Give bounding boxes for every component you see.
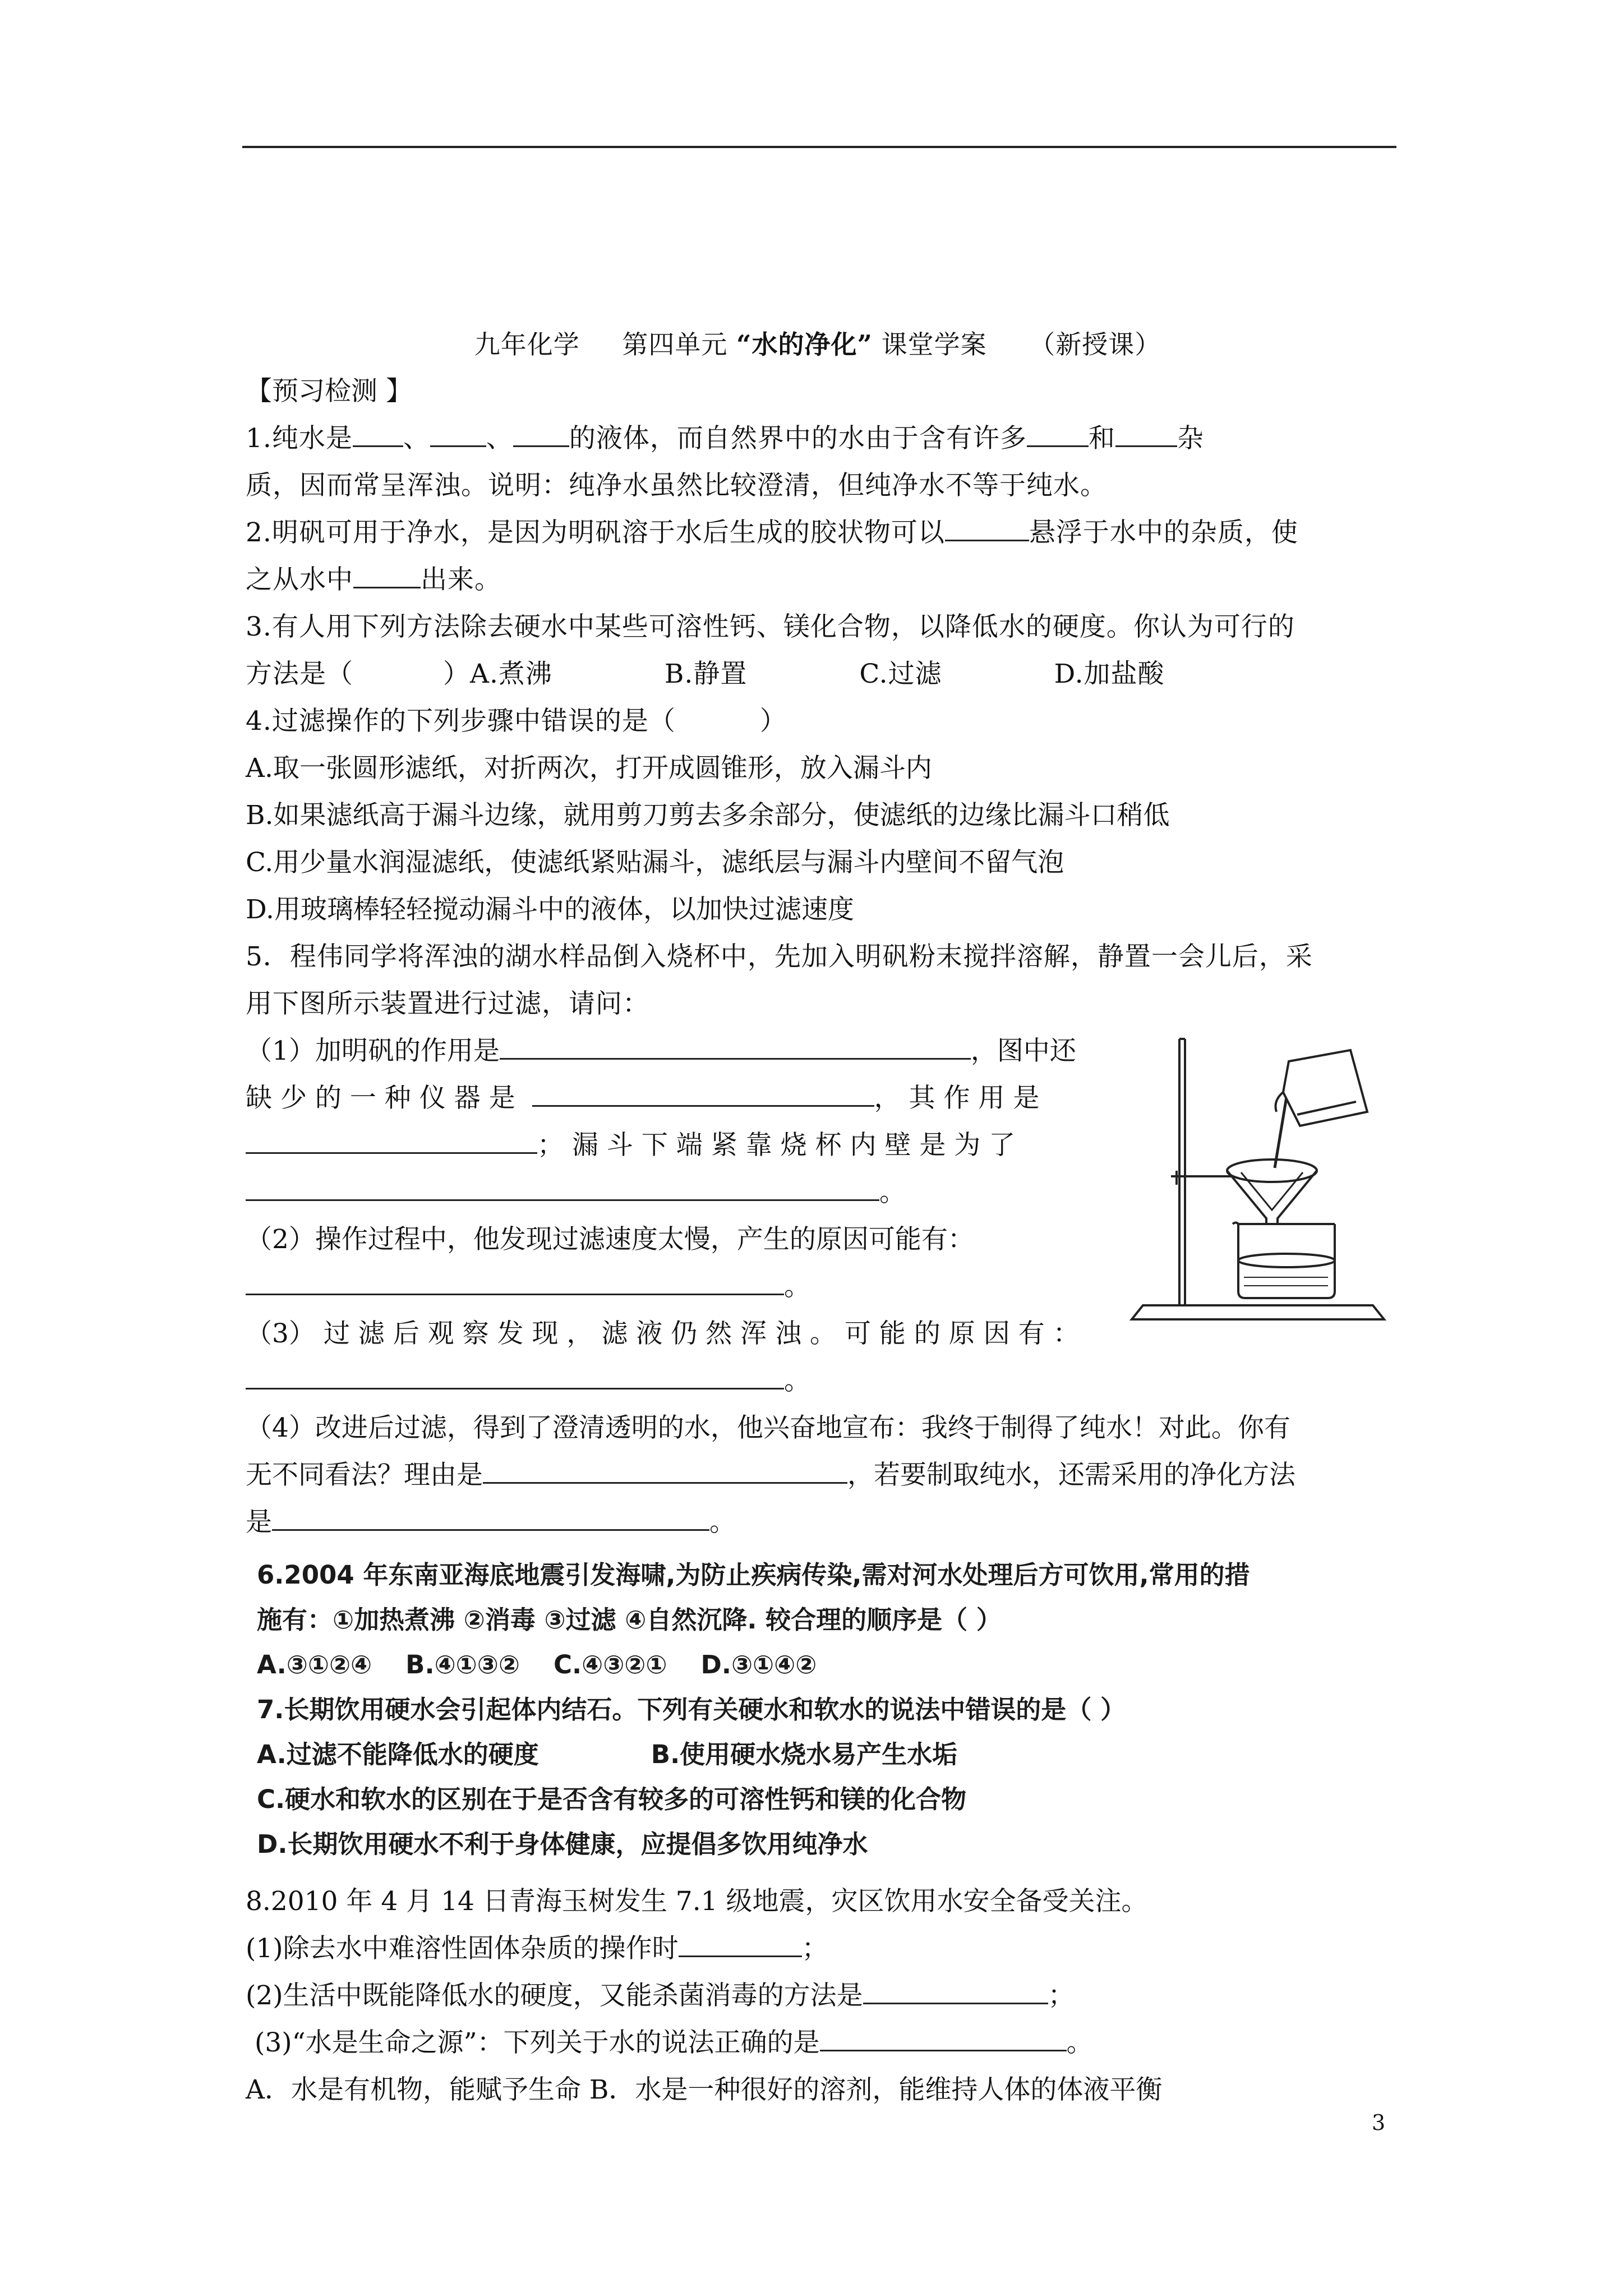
q7-option-c[interactable]: C.硬水和软水的区别在于是否含有较多的可溶性钙和镁的化合物: [257, 1784, 967, 1814]
q2-line-2: 之从水中 出来。: [246, 556, 1390, 604]
worksheet-content: [246, 321, 1390, 2114]
q8-stem: 8.2010 年 4 月 14 日青海玉树发生 7.1 级地震，灾区饮用水安全备受关注。: [246, 1886, 1148, 1917]
q1-blank-2[interactable]: [430, 420, 486, 447]
q5-part-4-line-2: 无不同看法？理由是 ，若要制取纯水，还需采用的净化方法: [246, 1452, 1390, 1499]
q6-option-a[interactable]: A.③①②④: [257, 1650, 372, 1680]
q4-stem: 4.过滤操作的下列步骤中错误的是（ ）: [246, 706, 787, 737]
q5-blank-8[interactable]: [272, 1503, 709, 1531]
q5-blank-1[interactable]: [500, 1032, 971, 1060]
q6-options: [257, 1642, 1390, 1687]
q5-part-4-line-3: 是 。: [246, 1499, 1390, 1546]
q8-blank-2[interactable]: [863, 1977, 1048, 2004]
q1-blank-3[interactable]: [513, 420, 569, 447]
q5-part-3-line-1: （3） 过 滤 后 观 察 发 现 ， 滤 液 仍 然 浑 浊 。 可 能 的 原 因 有 ：: [246, 1318, 1080, 1349]
title-unit: 第四单元: [622, 329, 728, 360]
q5-line-1: 5．程伟同学将浑浊的湖水样品倒入烧杯中，先加入明矾粉末搅拌溶解，静置一会儿后，采: [246, 941, 1313, 972]
q5-part-3-line-2: 。: [246, 1358, 1390, 1405]
q7-options-ab: [257, 1732, 1390, 1777]
q6-line-2: 施有：①加热煮沸 ②消毒 ③过滤 ④自然沉降. 较合理的顺序是（ ）: [257, 1605, 1002, 1635]
q5-part-1-line-4: 。: [246, 1169, 1390, 1216]
q4-option-d[interactable]: D.用玻璃棒轻轻搅动漏斗中的液体，以加快过滤速度: [246, 894, 854, 925]
q3-line-2: 方法是（ ）A.煮沸 B.静置 C.过滤 D.加盐酸: [246, 651, 1390, 698]
q4-option-b[interactable]: B.如果滤纸高于漏斗边缘，就用剪刀剪去多余部分，使滤纸的边缘比漏斗口稍低: [246, 800, 1170, 831]
q1-blank-5[interactable]: [1115, 420, 1177, 447]
q3-option-a[interactable]: ）A.煮沸: [443, 659, 552, 689]
q5-part-2-line-2: 。: [246, 1263, 1390, 1310]
q2-line-1: 2.明矾可用于净水，是因为明矾溶于水后生成的胶状物可以 悬浮于水中的杂质，使: [246, 509, 1390, 556]
q7-option-a[interactable]: A.过滤不能降低水的硬度: [257, 1740, 539, 1769]
q3-option-c[interactable]: C.过滤: [859, 659, 942, 689]
q6-option-c[interactable]: C.④③②①: [553, 1650, 667, 1680]
page-title: [246, 321, 1390, 368]
q8-blank-3[interactable]: [820, 2024, 1067, 2051]
q5-part-4-line-1: （4）改进后过滤，得到了澄清透明的水，他兴奋地宣布：我终于制得了纯水！对此。你有: [246, 1412, 1290, 1443]
q5-blank-3[interactable]: [246, 1126, 537, 1154]
q7-stem: 7.长期饮用硬水会引起体内结石。下列有关硬水和软水的说法中错误的是（ ）: [257, 1695, 1126, 1724]
title-topic: “水的净化”: [736, 329, 873, 360]
q5-part-1-line-2: 缺 少 的 一 种 仪 器 是 ， 其 作 用 是: [246, 1075, 1390, 1122]
q1-blank-4[interactable]: [1027, 420, 1089, 447]
q6-q7-block: [246, 1553, 1390, 1867]
q5-blank-7[interactable]: [483, 1456, 847, 1484]
header-rule: [242, 146, 1396, 148]
q3-line-1: 3.有人用下列方法除去硬水中某些可溶性钙、镁化合物，以降低水的硬度。你认为可行的: [246, 611, 1295, 642]
section-heading: 【预习检测 】: [246, 376, 412, 407]
q1-line-1: 1.纯水是 、 、 的液体，而自然界中的水由于含有许多 和 杂: [246, 415, 1390, 462]
q8-part-3: (3)“水是生命之源”：下列关于水的说法正确的是 。: [246, 2019, 1390, 2067]
filtration-apparatus-figure: [1126, 1028, 1390, 1331]
page-number: 3: [1372, 2110, 1386, 2135]
q8-blank-1[interactable]: [679, 1930, 802, 1957]
q5-blank-5[interactable]: [246, 1268, 784, 1295]
q3-option-d[interactable]: D.加盐酸: [1054, 659, 1165, 689]
q5-blank-4[interactable]: [246, 1174, 879, 1201]
q7-option-d[interactable]: D.长期饮用硬水不利于身体健康，应提倡多饮用纯净水: [257, 1829, 868, 1859]
q6-option-b[interactable]: B.④①③②: [405, 1650, 520, 1680]
title-course: 九年化学: [474, 329, 580, 360]
q1-blank-1[interactable]: [353, 420, 403, 447]
q5-part-2-line-1: （2）操作过程中，他发现过滤速度太慢，产生的原因可能有：: [246, 1224, 974, 1255]
title-type: （新授课）: [1029, 329, 1161, 360]
q2-blank-1[interactable]: [945, 514, 1029, 541]
q4-option-a[interactable]: A.取一张圆形滤纸，对折两次，打开成圆锥形，放入漏斗内: [246, 753, 932, 784]
q6-option-d[interactable]: D.③①④②: [700, 1650, 817, 1680]
q3-option-b[interactable]: B.静置: [664, 659, 748, 689]
q5-line-2: 用下图所示装置进行过滤，请问：: [246, 988, 649, 1019]
q8-options-ab[interactable]: A．水是有机物，能赋予生命 B．水是一种很好的溶剂，能维持人体的体液平衡: [246, 2074, 1163, 2105]
q5-part-1-line-3: ； 漏 斗 下 端 紧 靠 烧 杯 内 壁 是 为 了: [246, 1122, 1390, 1169]
q5-blank-6[interactable]: [246, 1362, 784, 1389]
q6-line-1: 6.2004 年东南亚海底地震引发海啸,为防止疾病传染,需对河水处理后方可饮用,常用的措: [257, 1560, 1250, 1590]
q1-line-2: 质，因而常呈浑浊。说明：纯净水虽然比较澄清，但纯净水不等于纯水。: [246, 470, 1107, 501]
q4-option-c[interactable]: C.用少量水润湿滤纸，使滤纸紧贴漏斗，滤纸层与漏斗内壁间不留气泡: [246, 847, 1064, 878]
q2-blank-2[interactable]: [353, 561, 421, 588]
q7-option-b[interactable]: B.使用硬水烧水易产生水垢: [651, 1740, 958, 1769]
title-kind: 课堂学案: [881, 329, 987, 360]
q5-part-1-line-1: （1）加明矾的作用是 ，图中还: [246, 1028, 1390, 1075]
q8-part-1: (1)除去水中难溶性固体杂质的操作时 ；: [246, 1925, 1390, 1972]
q5-blank-2[interactable]: [532, 1079, 874, 1107]
q8-part-2: (2)生活中既能降低水的硬度，又能杀菌消毒的方法是 ；: [246, 1972, 1390, 2019]
q5-parts: [246, 1028, 1390, 1405]
